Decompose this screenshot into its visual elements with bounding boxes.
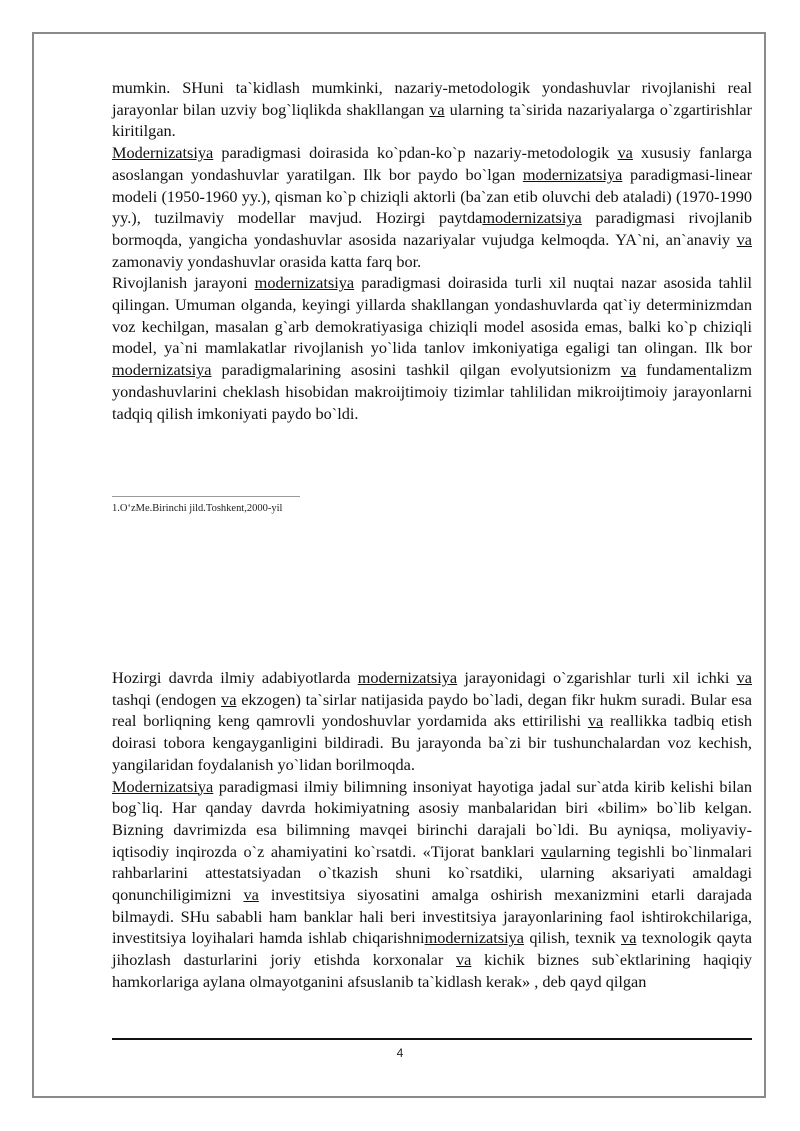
text-run: qilish, texnik <box>524 928 622 948</box>
paragraph <box>112 776 752 993</box>
footnote-separator <box>112 496 300 497</box>
hyperlink-word[interactable]: va <box>221 689 237 709</box>
hyperlink-word[interactable]: va <box>736 668 752 687</box>
hyperlink-word[interactable]: Modernizatsiya <box>112 143 214 163</box>
text-run: texnologik qayta jihozlash dasturlarini joriy etishda korxonalar <box>112 928 753 970</box>
text-run: mumkin. SHuni ta`kidlash mumkinki, nazariy-metodologik yondashuvlar rivojlanishi real jarayonlar bilan uzviy bog`liqlikda shakllangan <box>112 78 752 119</box>
hyperlink-word[interactable]: modernizatsiya <box>254 273 355 293</box>
hyperlink-word[interactable]: modernizatsiya <box>424 928 525 948</box>
hyperlink-word[interactable]: va <box>429 99 445 119</box>
paragraph <box>112 272 752 424</box>
text-block-top <box>112 77 752 424</box>
text-block-bottom <box>112 667 752 993</box>
paragraph <box>112 142 752 272</box>
text-run: tashqi (endogen <box>112 689 222 709</box>
text-run: ularning tegishli bo`linmalari rahbarlarini attestatsiyadan o`tkazish shuni ko`rsatdiki, ularning aksariyati amaldagi qonunchiligimizni <box>112 841 753 905</box>
paragraph <box>112 667 752 776</box>
text-run: xususiy fanlarga asoslangan yondashuvlar yaratilgan. Ilk bor paydo bo`lgan <box>112 143 752 184</box>
hyperlink-word[interactable]: modernizatsiya <box>357 668 458 687</box>
text-run: paradigmasi doirasida turli xil nuqtai nazar asosida tahlil qilingan. Umuman olganda, keyingi yillarda shakllangan yondashuvlarda qat`iy determinizmdan voz kechilgan, masalan g`arb demokratiyasiga chiziqli model asosida emas, balki ko`p chiziqli model, ya`ni mamlakatlar rivojlanish yo`lida tanlov imkoniyatiga egaligi tan olingan. Ilk bor <box>112 273 752 358</box>
text-run: reallikka tadbiq etish doirasi tobora kengayganligini bildiradi. Bu jarayonda ba`zi bir tushunchalardan voz kechish, yangilaridan foydalanish yo`lidan borilmoqda. <box>112 711 753 774</box>
hyperlink-word[interactable]: va <box>736 229 752 249</box>
text-run: ularning ta`sirida nazariyalarga o`zgartirishlar kiritilgan. <box>112 99 752 141</box>
text-run: paradigmalarining asosini tashkil qilgan evolyutsionizm <box>211 360 621 380</box>
page-number: 4 <box>396 1046 404 1060</box>
hyperlink-word[interactable]: va <box>456 950 472 970</box>
text-run: jarayonidagi o`zgarishlar turli xil ichki <box>457 668 737 687</box>
text-run: Rivojlanish jarayoni <box>112 273 255 293</box>
hyperlink-word[interactable]: va <box>617 143 633 163</box>
footnote-text: 1.O‘zMe.Birinchi jild.Toshkent,2000-yil <box>112 503 283 514</box>
hyperlink-word[interactable]: modernizatsiya <box>522 164 623 184</box>
text-run: kichik biznes sub`ektlarining haqiqiy hamkorlariga aylana olmayotganini afsuslanib ta`kidlash kerak» , deb qayd qilgan <box>112 950 753 991</box>
hyperlink-word[interactable]: va <box>587 711 604 731</box>
hyperlink-word[interactable]: va <box>540 841 557 861</box>
hyperlink-word[interactable]: modernizatsiya <box>112 360 212 380</box>
text-run: ekzogen) ta`sirlar natijasida paydo bo`ladi, degan fikr hukm suradi. Bular esa real borliqning keng qamrovli yondoshuvlar yordamida aks ettirilishi <box>112 689 753 731</box>
hyperlink-word[interactable]: va <box>243 885 259 905</box>
paragraph <box>112 77 752 142</box>
footer-rule <box>112 1038 752 1040</box>
text-run: fundamentalizm yondashuvlarini cheklash hisobidan makroijtimoiy tizimlar tahlilidan mikroijtimoiy jarayonlarni tadqiq qilish imkoniyati paydo bo`ldi. <box>112 360 753 423</box>
text-run: paradigmasi-linear modeli (1950-1960 yy.), qisman ko`p chiziqli aktorli (ba`zan etib oluvchi deb ataladi) (1970-1990 yy.), tuzilmaviy modellar mavjud. Hozirgi paytda <box>112 164 753 228</box>
hyperlink-word[interactable]: va <box>620 360 637 380</box>
text-run: zamonaviy yondashuvlar orasida katta farq bor. <box>112 251 422 271</box>
hyperlink-word[interactable]: va <box>621 928 637 948</box>
hyperlink-word[interactable]: Modernizatsiya <box>112 776 214 796</box>
text-run: paradigmasi doirasida ko`pdan-ko`p nazariy-metodologik <box>213 143 618 163</box>
text-run: Hozirgi davrda ilmiy adabiyotlarda <box>112 668 358 687</box>
text-run: paradigmasi ilmiy bilimning insoniyat hayotiga jadal sur`atda kirib kelishi bilan bog`liq. Har qanday davrda hokimiyatning asosiy manbalaridan biri «bilim» bo`lib kelgan. Bizning davrimizda esa bilimning mavqei birinchi darajali bo`ldi. Bu ayniqsa, moliyaviy-iqtisodiy inqirozda o`z ahamiyatini ko`rsatdi. «Tijorat banklari <box>112 776 752 861</box>
hyperlink-word[interactable]: modernizatsiya <box>482 208 582 228</box>
text-run: paradigmasi rivojlanib bormoqda, yangicha yondashuvlar asosida nazariyalar vujudga kelmoqda. YA`ni, an`anaviy <box>112 208 752 249</box>
text-run: investitsiya siyosatini amalga oshirish mexanizmini etarli darajada bilmaydi. SHu sababli ham banklar hali beri investitsiya jarayonlarining faol ishtirokchilariga, investitsiya loyihalari hamda ishlab chiqarishni <box>112 885 753 948</box>
